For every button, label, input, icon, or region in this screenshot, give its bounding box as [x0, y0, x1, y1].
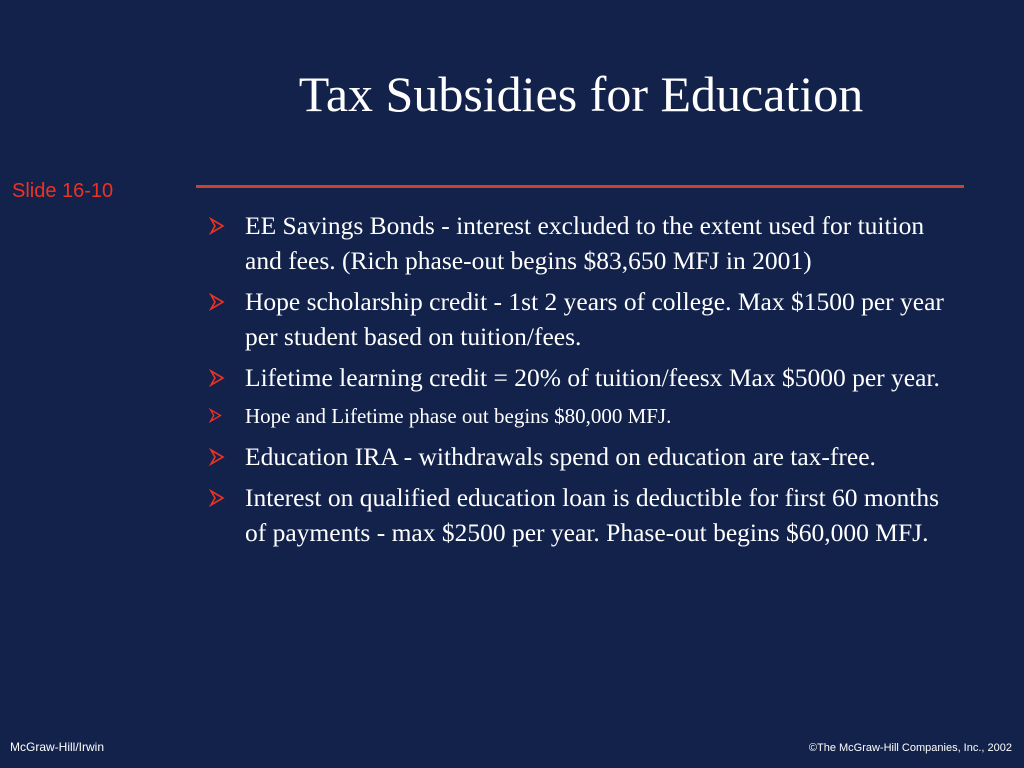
bullet-item: [208, 439, 958, 474]
bullet-item: [208, 360, 958, 395]
arrow-chevron-bullet-icon: [208, 489, 226, 507]
bullet-item: [208, 480, 958, 550]
arrow-chevron-bullet-icon: [208, 448, 226, 466]
arrow-chevron-bullet-icon: [208, 369, 226, 387]
arrow-chevron-bullet-icon: [208, 408, 223, 423]
bullet-list: [208, 208, 958, 556]
bullet-text: EE Savings Bonds - interest excluded to the extent used for tuition and fees. (Rich phase-out begins $83,650 MFJ in 2001): [245, 211, 925, 275]
slide-number: Slide 16-10: [12, 180, 114, 202]
bullet-text: Education IRA - withdrawals spend on education are tax-free.: [245, 442, 876, 471]
bullet-text: Lifetime learning credit = 20% of tuition/feesx Max $5000 per year.: [245, 363, 940, 392]
arrow-chevron-bullet-icon: [208, 293, 226, 311]
footer-publisher: McGraw-Hill/Irwin: [10, 740, 104, 754]
footer-copyright: ©The McGraw-Hill Companies, Inc., 2002: [808, 742, 1012, 754]
bullet-item: [208, 208, 958, 278]
arrow-chevron-bullet-icon: [208, 217, 226, 235]
bullet-item: [208, 401, 958, 431]
bullet-text: Interest on qualified education loan is deductible for first 60 months of payments - max $2500 per year. Phase-out begins $60,000 MFJ.: [245, 483, 939, 547]
bullet-text: Hope scholarship credit - 1st 2 years of college. Max $1500 per year per student based on tuition/fees.: [245, 287, 944, 351]
bullet-text: Hope and Lifetime phase out begins $80,000 MFJ.: [245, 404, 672, 428]
slide-title: Tax Subsidies for Education: [298, 66, 864, 122]
bullet-item: [208, 284, 958, 354]
title-divider: [196, 185, 964, 188]
